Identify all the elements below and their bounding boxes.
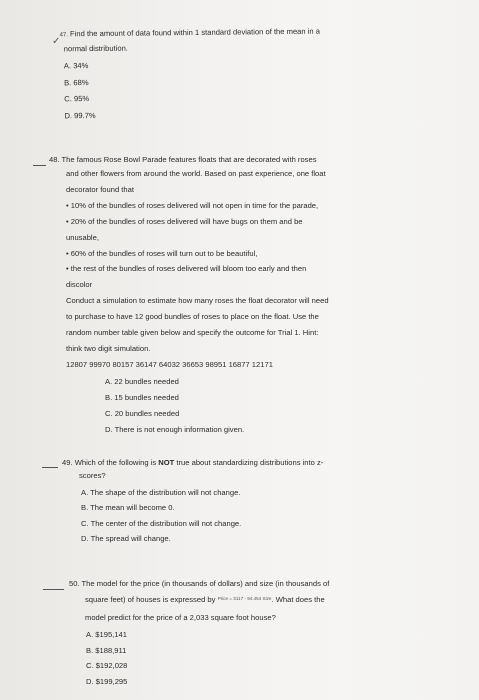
q48-bullet-2: • 20% of the bundles of roses delivered will have bugs on them and be	[66, 216, 303, 226]
question-50-line-2	[85, 592, 329, 606]
random-number-table: 12807 99970 80157 36147 64032 36653 98951 16877 12171	[66, 359, 273, 369]
question-48-number: 48.	[49, 155, 60, 164]
answer-blank-49[interactable]	[42, 467, 58, 468]
q48-text-line: Conduct a simulation to estimate how many roses the float decorator will need	[66, 296, 329, 306]
question-50-text-2-end: . What does the	[271, 595, 325, 604]
question-50-text: The model for the price (in thousands of dollars) and size (in thousands of	[81, 579, 330, 588]
question-50-number: 50.	[69, 579, 80, 588]
question-50-line-1	[69, 577, 329, 590]
q48-text-line: think two digit simulation.	[66, 343, 151, 353]
q47-option-a[interactable]: A. 34%	[63, 61, 89, 71]
q48-option-a[interactable]: A. 22 bundles needed	[105, 376, 179, 386]
question-49-emphasis: NOT	[158, 458, 175, 467]
question-48-line-1	[49, 153, 329, 166]
q50-option-d[interactable]: D. $199,295	[86, 677, 128, 687]
q49-option-a[interactable]: A. The shape of the distribution will not change.	[81, 488, 241, 497]
q48-option-c[interactable]: C. 20 bundles needed	[105, 408, 180, 418]
question-49-text: Which of the following is	[74, 458, 159, 467]
q47-option-b[interactable]: B. 68%	[64, 77, 89, 87]
question-48	[49, 153, 329, 437]
q49-option-b[interactable]: B. The mean will become 0.	[81, 503, 175, 513]
q48-option-d[interactable]: D. There is not enough information given.	[105, 424, 245, 434]
question-50-text-3: model predict for the price of a 2,033 square foot house?	[85, 613, 276, 622]
q48-text-line: unusable,	[66, 232, 99, 242]
answer-blank-48[interactable]	[33, 165, 46, 166]
q48-text-line: decorator found that	[66, 184, 134, 194]
question-47-text-2: normal distribution.	[63, 43, 128, 54]
q48-text-line: and other flowers from around the world. Based on past experience, one float	[66, 169, 326, 178]
question-47	[59, 25, 320, 125]
question-49-text-2: scores?	[79, 471, 106, 480]
q48-bullet-3: • 60% of the bundles of roses will turn out to be beautiful,	[66, 248, 258, 258]
question-49-number: 49.	[62, 458, 73, 467]
question-49-text-end: true about standardizing distributions into z-	[174, 458, 324, 467]
q48-bullet-1: • 10% of the bundles of roses delivered will not open in time for the parade,	[66, 200, 319, 210]
q49-option-c[interactable]: C. The center of the distribution will not change.	[81, 518, 242, 528]
q50-option-a[interactable]: A. $195,141	[86, 630, 127, 639]
question-50-text-2: square feet) of houses is expressed by	[85, 595, 216, 604]
question-47-number: 47.	[59, 32, 68, 39]
q49-option-d[interactable]: D. The spread will change.	[81, 534, 171, 544]
q48-option-b[interactable]: B. 15 bundles needed	[105, 392, 179, 402]
q47-option-c[interactable]: C. 95%	[64, 94, 90, 104]
question-50	[69, 577, 329, 690]
regression-formula: Price = 3117 - 94.454 Size	[217, 596, 272, 601]
q48-text-line: discolor	[66, 280, 93, 290]
q48-text-line: to purchase to have 12 good bundles of roses to place on the float. Use the	[66, 312, 319, 322]
q48-bullet-4: • the rest of the bundles of roses delivered will bloom too early and then	[66, 264, 307, 274]
q47-option-d[interactable]: D. 99.7%	[64, 110, 96, 120]
checkmark-icon: ✓	[52, 36, 61, 47]
q50-option-b[interactable]: B. $188,911	[86, 645, 127, 655]
question-49-line-1	[62, 456, 323, 469]
question-47-text: Find the amount of data found within 1 standard deviation of the mean in a	[69, 26, 320, 39]
question-49	[62, 456, 323, 547]
q50-option-c[interactable]: C. $192,028	[86, 661, 128, 671]
answer-blank-50[interactable]	[43, 589, 64, 590]
question-47-line-1	[59, 25, 320, 43]
q48-text-line: random number table given below and specify the outcome for Trial 1. Hint:	[66, 328, 319, 338]
question-48-text: The famous Rose Bowl Parade features floats that are decorated with roses	[61, 155, 317, 164]
